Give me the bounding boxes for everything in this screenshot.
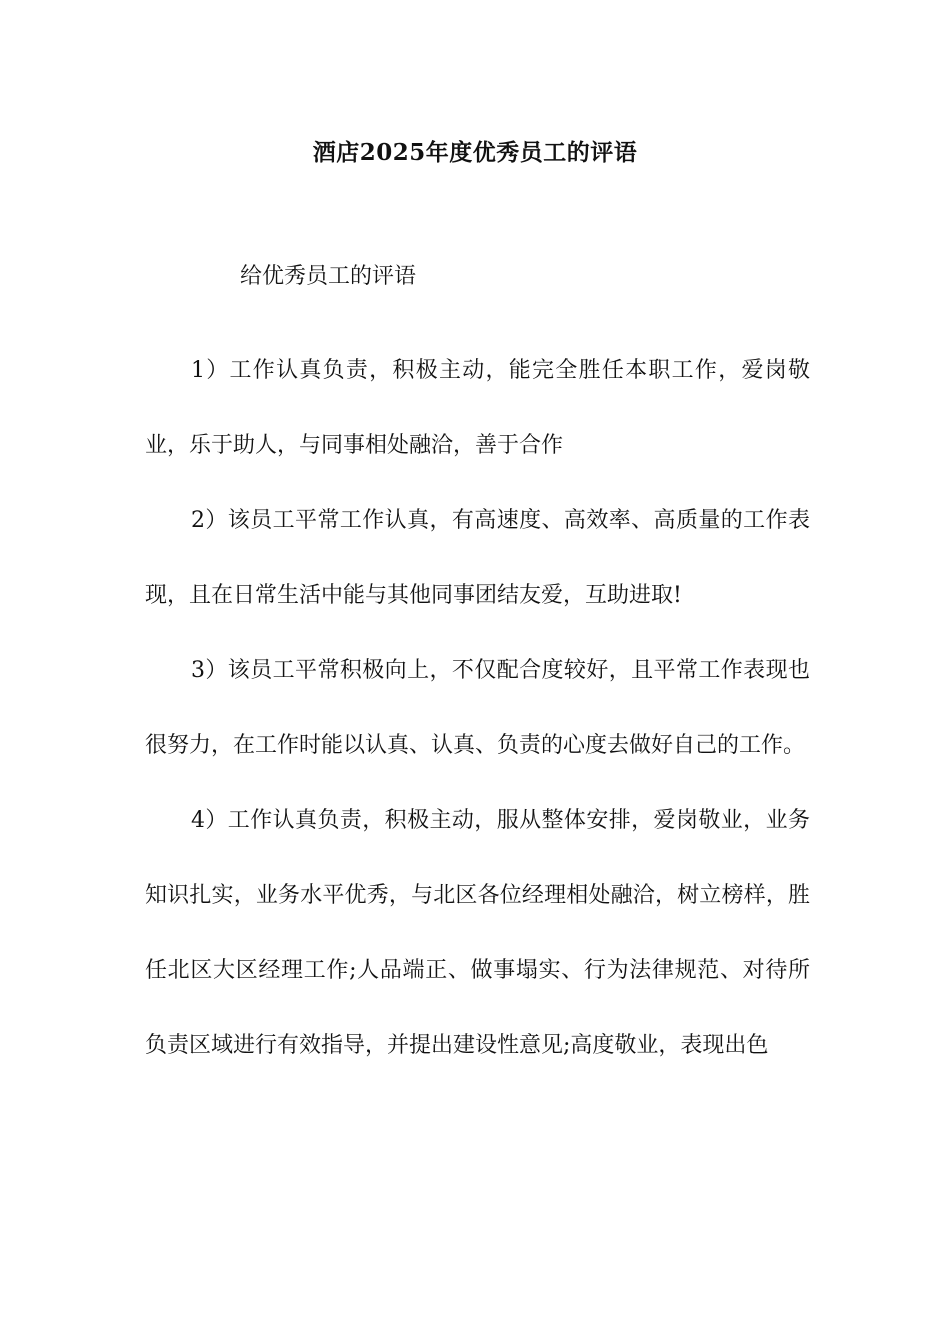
comment-paragraph-4: 4）工作认真负责，积极主动，服从整体安排，爱岗敬业，业务知识扎实，业务水平优秀，与北区各位经理相处融洽，树立榜样，胜任北区大区经理工作;人品端正、做事塌实、行为法律规范、对待所负责区域进行有效指导，并提出建设性意见;高度敬业，表现出色 <box>145 808 810 1058</box>
section-subheading: 给优秀员工的评语 <box>240 264 417 289</box>
comment-paragraph-1: 1）工作认真负责，积极主动，能完全胜任本职工作，爱岗敬业，乐于助人，与同事相处融洽，善于合作 <box>145 358 810 458</box>
comment-paragraph-3: 3）该员工平常积极向上，不仅配合度较好，且平常工作表现也很努力，在工作时能以认真、认真、负责的心度去做好自己的工作。 <box>145 658 810 758</box>
comment-paragraph-2: 2）该员工平常工作认真，有高速度、高效率、高质量的工作表现，且在日常生活中能与其他同事团结友爱，互助进取! <box>145 508 810 608</box>
comments-body <box>145 333 810 1083</box>
document-title: 酒店2025年度优秀员工的评语 <box>312 139 638 166</box>
